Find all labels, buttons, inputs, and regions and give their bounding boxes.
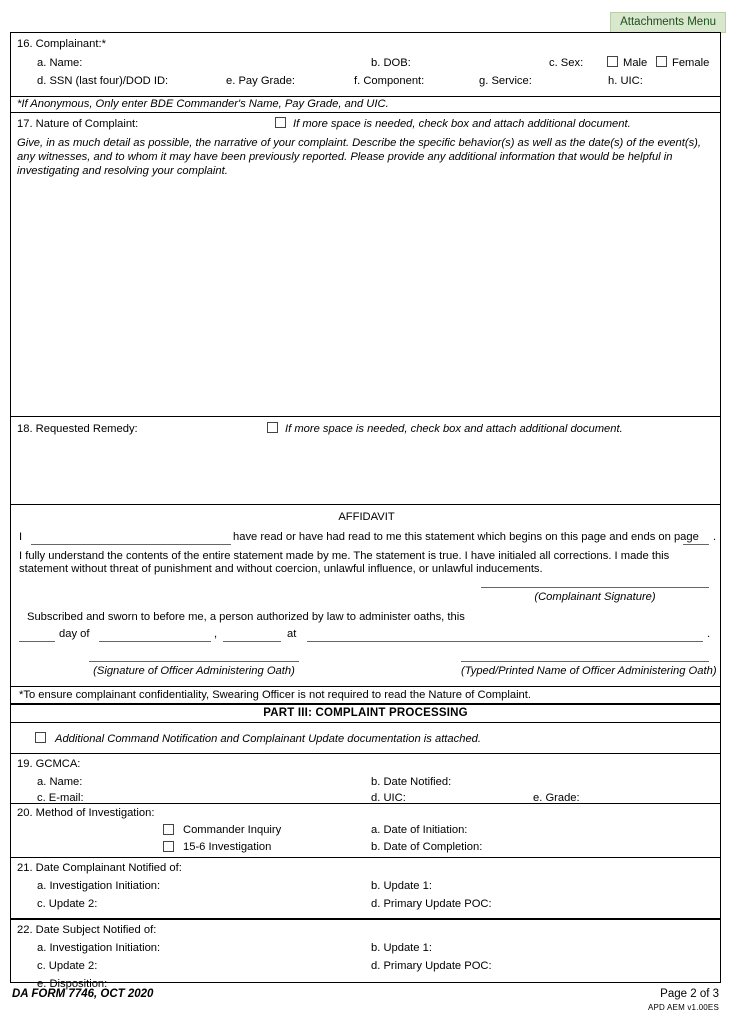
label-sex-female: Female xyxy=(672,57,710,69)
label-16g-service: g. Service: xyxy=(479,75,532,87)
section-18-remedy-input[interactable] xyxy=(17,443,711,499)
note-additional-documentation: Additional Command Notification and Complainant Update documentation is attached. xyxy=(55,733,481,745)
affidavit-sworn-line: Subscribed and sworn to before me, a person authorized by law to administer oaths, this xyxy=(27,611,465,623)
form-footer xyxy=(10,988,721,1020)
attachments-toolbar xyxy=(0,0,733,32)
note-18-more-space: If more space is needed, check box and attach additional document. xyxy=(285,423,623,435)
section-21-date-complainant-notified xyxy=(11,858,720,920)
label-19e-grade: e. Grade: xyxy=(533,792,580,804)
section-18-requested-remedy[interactable] xyxy=(11,417,720,505)
form-identifier: DA FORM 7746, OCT 2020 xyxy=(12,988,154,1000)
affidavit-line1-text: have read or have had read to me this statement which begins on this page and ends on page xyxy=(233,531,699,543)
note-confidentiality: *To ensure complainant confidentiality, Swearing Officer is not required to read the Nature of Complaint. xyxy=(19,689,531,701)
affidavit-month-rule xyxy=(99,641,211,642)
part3-title: PART III: COMPLAINT PROCESSING xyxy=(263,707,468,719)
attachments-menu-button[interactable]: Attachments Menu xyxy=(610,12,726,33)
part3-title-bar xyxy=(11,705,720,723)
label-19a-name: a. Name: xyxy=(37,776,83,788)
affidavit-line1-period: . xyxy=(713,531,717,543)
label-19d-uic: d. UIC: xyxy=(371,792,406,804)
label-22c-update2: c. Update 2: xyxy=(37,960,98,972)
section-16-anonymous-note-row xyxy=(11,97,720,113)
affidavit-line1-prefix: I xyxy=(19,531,23,543)
label-21b-update1: b. Update 1: xyxy=(371,880,432,892)
affidavit-year-rule xyxy=(223,641,281,642)
affidavit-comma: , xyxy=(214,628,218,640)
complainant-signature-rule xyxy=(481,587,709,588)
checkbox-commander-inquiry[interactable] xyxy=(163,824,174,835)
form-version: APD AEM v1.00ES xyxy=(647,1003,719,1012)
section-20-method-of-investigation xyxy=(11,804,720,858)
label-16c-sex: c. Sex: xyxy=(549,57,584,69)
label-at: at xyxy=(287,628,297,640)
checkbox-sex-male[interactable] xyxy=(607,56,618,67)
affidavit-paragraph: I fully understand the contents of the entire statement made by me. The statement is true. I have initialed all corrections. I made this statement without threat of punishment and without coercion, unlawful influence, or unlawful inducements. xyxy=(19,550,670,575)
section-17-narrative-input[interactable] xyxy=(17,186,711,411)
label-commander-inquiry: Commander Inquiry xyxy=(183,824,282,836)
note-17-more-space: If more space is needed, check box and attach additional document. xyxy=(293,118,631,130)
label-20b-date-completion: b. Date of Completion: xyxy=(371,841,483,853)
affidavit-title: AFFIDAVIT xyxy=(338,511,395,523)
label-22b-update1: b. Update 1: xyxy=(371,942,432,954)
officer-name-rule xyxy=(461,661,709,662)
section-21-heading: 21. Date Complainant Notified of: xyxy=(17,862,182,874)
label-16a-name: a. Name: xyxy=(37,57,83,69)
label-16b-dob: b. DOB: xyxy=(371,57,411,69)
label-16e-pay-grade: e. Pay Grade: xyxy=(226,75,296,87)
da-form-7746-page2 xyxy=(10,32,721,990)
checkbox-17-more-space[interactable] xyxy=(275,117,286,128)
section-16-heading: 16. Complainant:* xyxy=(17,38,106,50)
label-16f-component: f. Component: xyxy=(354,75,425,87)
affidavit-period: . xyxy=(707,628,711,640)
label-19b-date-notified: b. Date Notified: xyxy=(371,776,452,788)
label-22a-investigation-initiation: a. Investigation Initiation: xyxy=(37,942,161,954)
affidavit-name-rule xyxy=(31,544,231,545)
note-anonymous: *If Anonymous, Only enter BDE Commander's Name, Pay Grade, and UIC. xyxy=(17,98,389,110)
confidentiality-note-row xyxy=(11,687,720,705)
label-16d-ssn: d. SSN (last four)/DOD ID: xyxy=(37,75,169,87)
section-22-heading: 22. Date Subject Notified of: xyxy=(17,924,157,936)
section-18-heading: 18. Requested Remedy: xyxy=(17,423,138,435)
label-22d-primary-update-poc: d. Primary Update POC: xyxy=(371,960,492,972)
label-19c-email: c. E-mail: xyxy=(37,792,84,804)
officer-signature-caption: (Signature of Officer Administering Oath) xyxy=(93,665,295,677)
section-19-heading: 19. GCMCA: xyxy=(17,758,81,770)
label-21a-investigation-initiation: a. Investigation Initiation: xyxy=(37,880,161,892)
checkbox-18-more-space[interactable] xyxy=(267,422,278,433)
section-16-complainant xyxy=(11,33,720,97)
section-19-gcmca xyxy=(11,754,720,804)
officer-name-caption: (Typed/Printed Name of Officer Administering Oath) xyxy=(461,665,717,677)
section-17-narrative-area[interactable] xyxy=(11,134,720,417)
checkbox-15-6-investigation[interactable] xyxy=(163,841,174,852)
officer-signature-rule xyxy=(89,661,299,662)
label-22e-disposition: e. Disposition: xyxy=(37,978,108,990)
section-17-heading: 17. Nature of Complaint: xyxy=(17,118,139,130)
checkbox-sex-female[interactable] xyxy=(656,56,667,67)
checkbox-additional-documentation[interactable] xyxy=(35,732,46,743)
affidavit-page-rule xyxy=(683,544,709,545)
complainant-signature-caption: (Complainant Signature) xyxy=(534,591,656,603)
page-number: Page 2 of 3 xyxy=(660,988,719,1000)
part3-attachment-row xyxy=(11,723,720,754)
affidavit-place-rule xyxy=(307,641,703,642)
section-17-instructions: Give, in as much detail as possible, the narrative of your complaint. Describe the specific behavior(s) as well as the date(s) of the event(s), any witnesses, and to whom it may have been previously reported. Please provide any additional information that would be helpful in investigating and resolving your complaint. xyxy=(17,137,701,177)
section-17-header xyxy=(11,113,720,134)
label-16h-uic: h. UIC: xyxy=(608,75,643,87)
label-21c-update2: c. Update 2: xyxy=(37,898,98,910)
label-day-of: day of xyxy=(59,628,90,640)
label-sex-male: Male xyxy=(623,57,648,69)
section-affidavit xyxy=(11,505,720,687)
label-15-6-investigation: 15-6 Investigation xyxy=(183,841,272,853)
section-22-date-subject-notified xyxy=(11,920,720,990)
label-21d-primary-update-poc: d. Primary Update POC: xyxy=(371,898,492,910)
affidavit-day-rule xyxy=(19,641,55,642)
section-20-heading: 20. Method of Investigation: xyxy=(17,807,155,819)
label-20a-date-initiation: a. Date of Initiation: xyxy=(371,824,468,836)
